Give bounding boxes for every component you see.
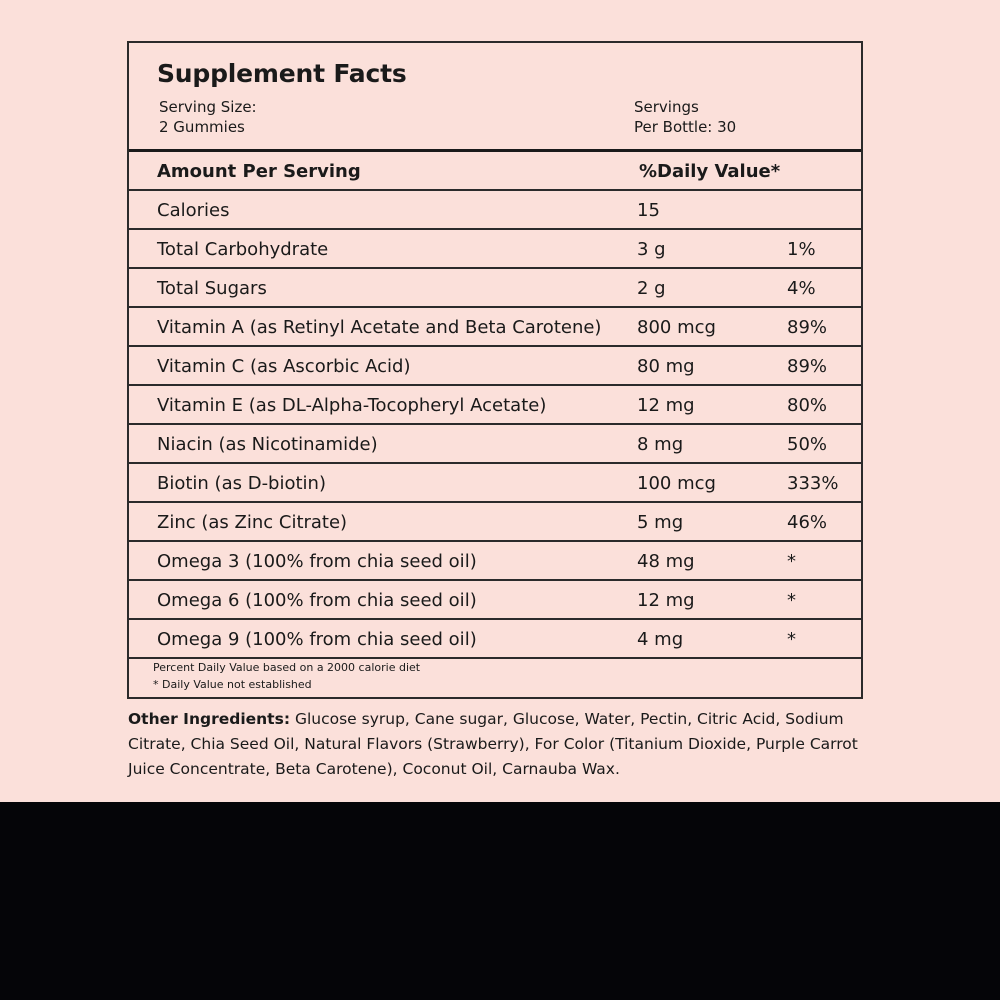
amount-header: Amount Per Serving	[157, 161, 361, 182]
other-ingredients	[128, 707, 868, 782]
nutrient-amount: 15	[637, 200, 660, 221]
serving-size	[159, 97, 257, 137]
nutrient-amount: 8 mg	[637, 434, 684, 455]
nutrient-dv: *	[787, 629, 796, 650]
nutrient-name: Niacin (as Nicotinamide)	[157, 434, 378, 455]
nutrient-dv: 4%	[787, 278, 816, 299]
nutrient-name: Omega 9 (100% from chia seed oil)	[157, 629, 477, 650]
servings-per-bottle	[634, 97, 736, 137]
table-row	[129, 308, 861, 347]
table-row	[129, 581, 861, 620]
nutrient-dv: 333%	[787, 473, 839, 494]
table-row	[129, 191, 861, 230]
panel-title: Supplement Facts	[157, 59, 407, 88]
nutrient-amount: 800 mcg	[637, 317, 716, 338]
dv-header: %Daily Value*	[639, 161, 781, 182]
nutrient-amount: 100 mcg	[637, 473, 716, 494]
serving-size-label: Serving Size:	[159, 98, 257, 116]
nutrient-amount: 12 mg	[637, 590, 695, 611]
nutrient-name: Vitamin A (as Retinyl Acetate and Beta Carotene)	[157, 317, 602, 338]
nutrient-dv: 46%	[787, 512, 828, 533]
footnote-line-2: * Daily Value not established	[153, 678, 312, 691]
nutrient-dv: 50%	[787, 434, 828, 455]
nutrient-dv: *	[787, 590, 796, 611]
serving-size-value: 2 Gummies	[159, 118, 245, 136]
nutrient-amount: 3 g	[637, 239, 666, 260]
nutrient-name: Zinc (as Zinc Citrate)	[157, 512, 348, 533]
footnote	[153, 659, 420, 693]
servings-value: Per Bottle: 30	[634, 118, 737, 136]
nutrient-dv: 80%	[787, 395, 828, 416]
nutrient-dv: 1%	[787, 239, 816, 260]
ingredients-text: Glucose syrup, Cane sugar, Glucose, Water, Pectin, Citric Acid, Sodium Citrate, Chia Seed Oil, Natural Flavors (Strawberry), For Color (Titanium Dioxide, Purple Carrot Juice Concentrate, Beta Carotene), Coconut Oil, Carnauba Wax.	[128, 710, 858, 778]
nutrient-name: Vitamin C (as Ascorbic Acid)	[157, 356, 411, 377]
nutrient-name: Total Sugars	[157, 278, 267, 299]
nutrient-amount: 5 mg	[637, 512, 684, 533]
table-row	[129, 503, 861, 542]
table-row	[129, 230, 861, 269]
nutrient-name: Total Carbohydrate	[157, 239, 329, 260]
nutrient-dv: 89%	[787, 317, 828, 338]
servings-label: Servings	[634, 98, 699, 116]
table-row	[129, 542, 861, 581]
bottom-band	[0, 802, 1000, 1000]
nutrient-amount: 80 mg	[637, 356, 695, 377]
table-row	[129, 386, 861, 425]
nutrient-amount: 48 mg	[637, 551, 695, 572]
table-header-row	[129, 152, 861, 191]
footnote-line-1: Percent Daily Value based on a 2000 calorie diet	[153, 661, 421, 674]
table-row	[129, 425, 861, 464]
nutrient-name: Omega 3 (100% from chia seed oil)	[157, 551, 477, 572]
ingredients-label: Other Ingredients:	[128, 710, 291, 728]
nutrient-name: Omega 6 (100% from chia seed oil)	[157, 590, 477, 611]
nutrient-name: Vitamin E (as DL-Alpha-Tocopheryl Acetate)	[157, 395, 547, 416]
supplement-facts-panel	[127, 41, 863, 699]
nutrient-name: Biotin (as D-biotin)	[157, 473, 326, 494]
nutrient-dv: 89%	[787, 356, 828, 377]
nutrient-name: Calories	[157, 200, 230, 221]
table-row	[129, 347, 861, 386]
nutrient-amount: 2 g	[637, 278, 666, 299]
table-row	[129, 620, 861, 659]
nutrient-table	[129, 152, 861, 659]
table-row	[129, 464, 861, 503]
nutrient-amount: 12 mg	[637, 395, 695, 416]
table-row	[129, 269, 861, 308]
nutrient-dv: *	[787, 551, 796, 572]
nutrient-amount: 4 mg	[637, 629, 684, 650]
